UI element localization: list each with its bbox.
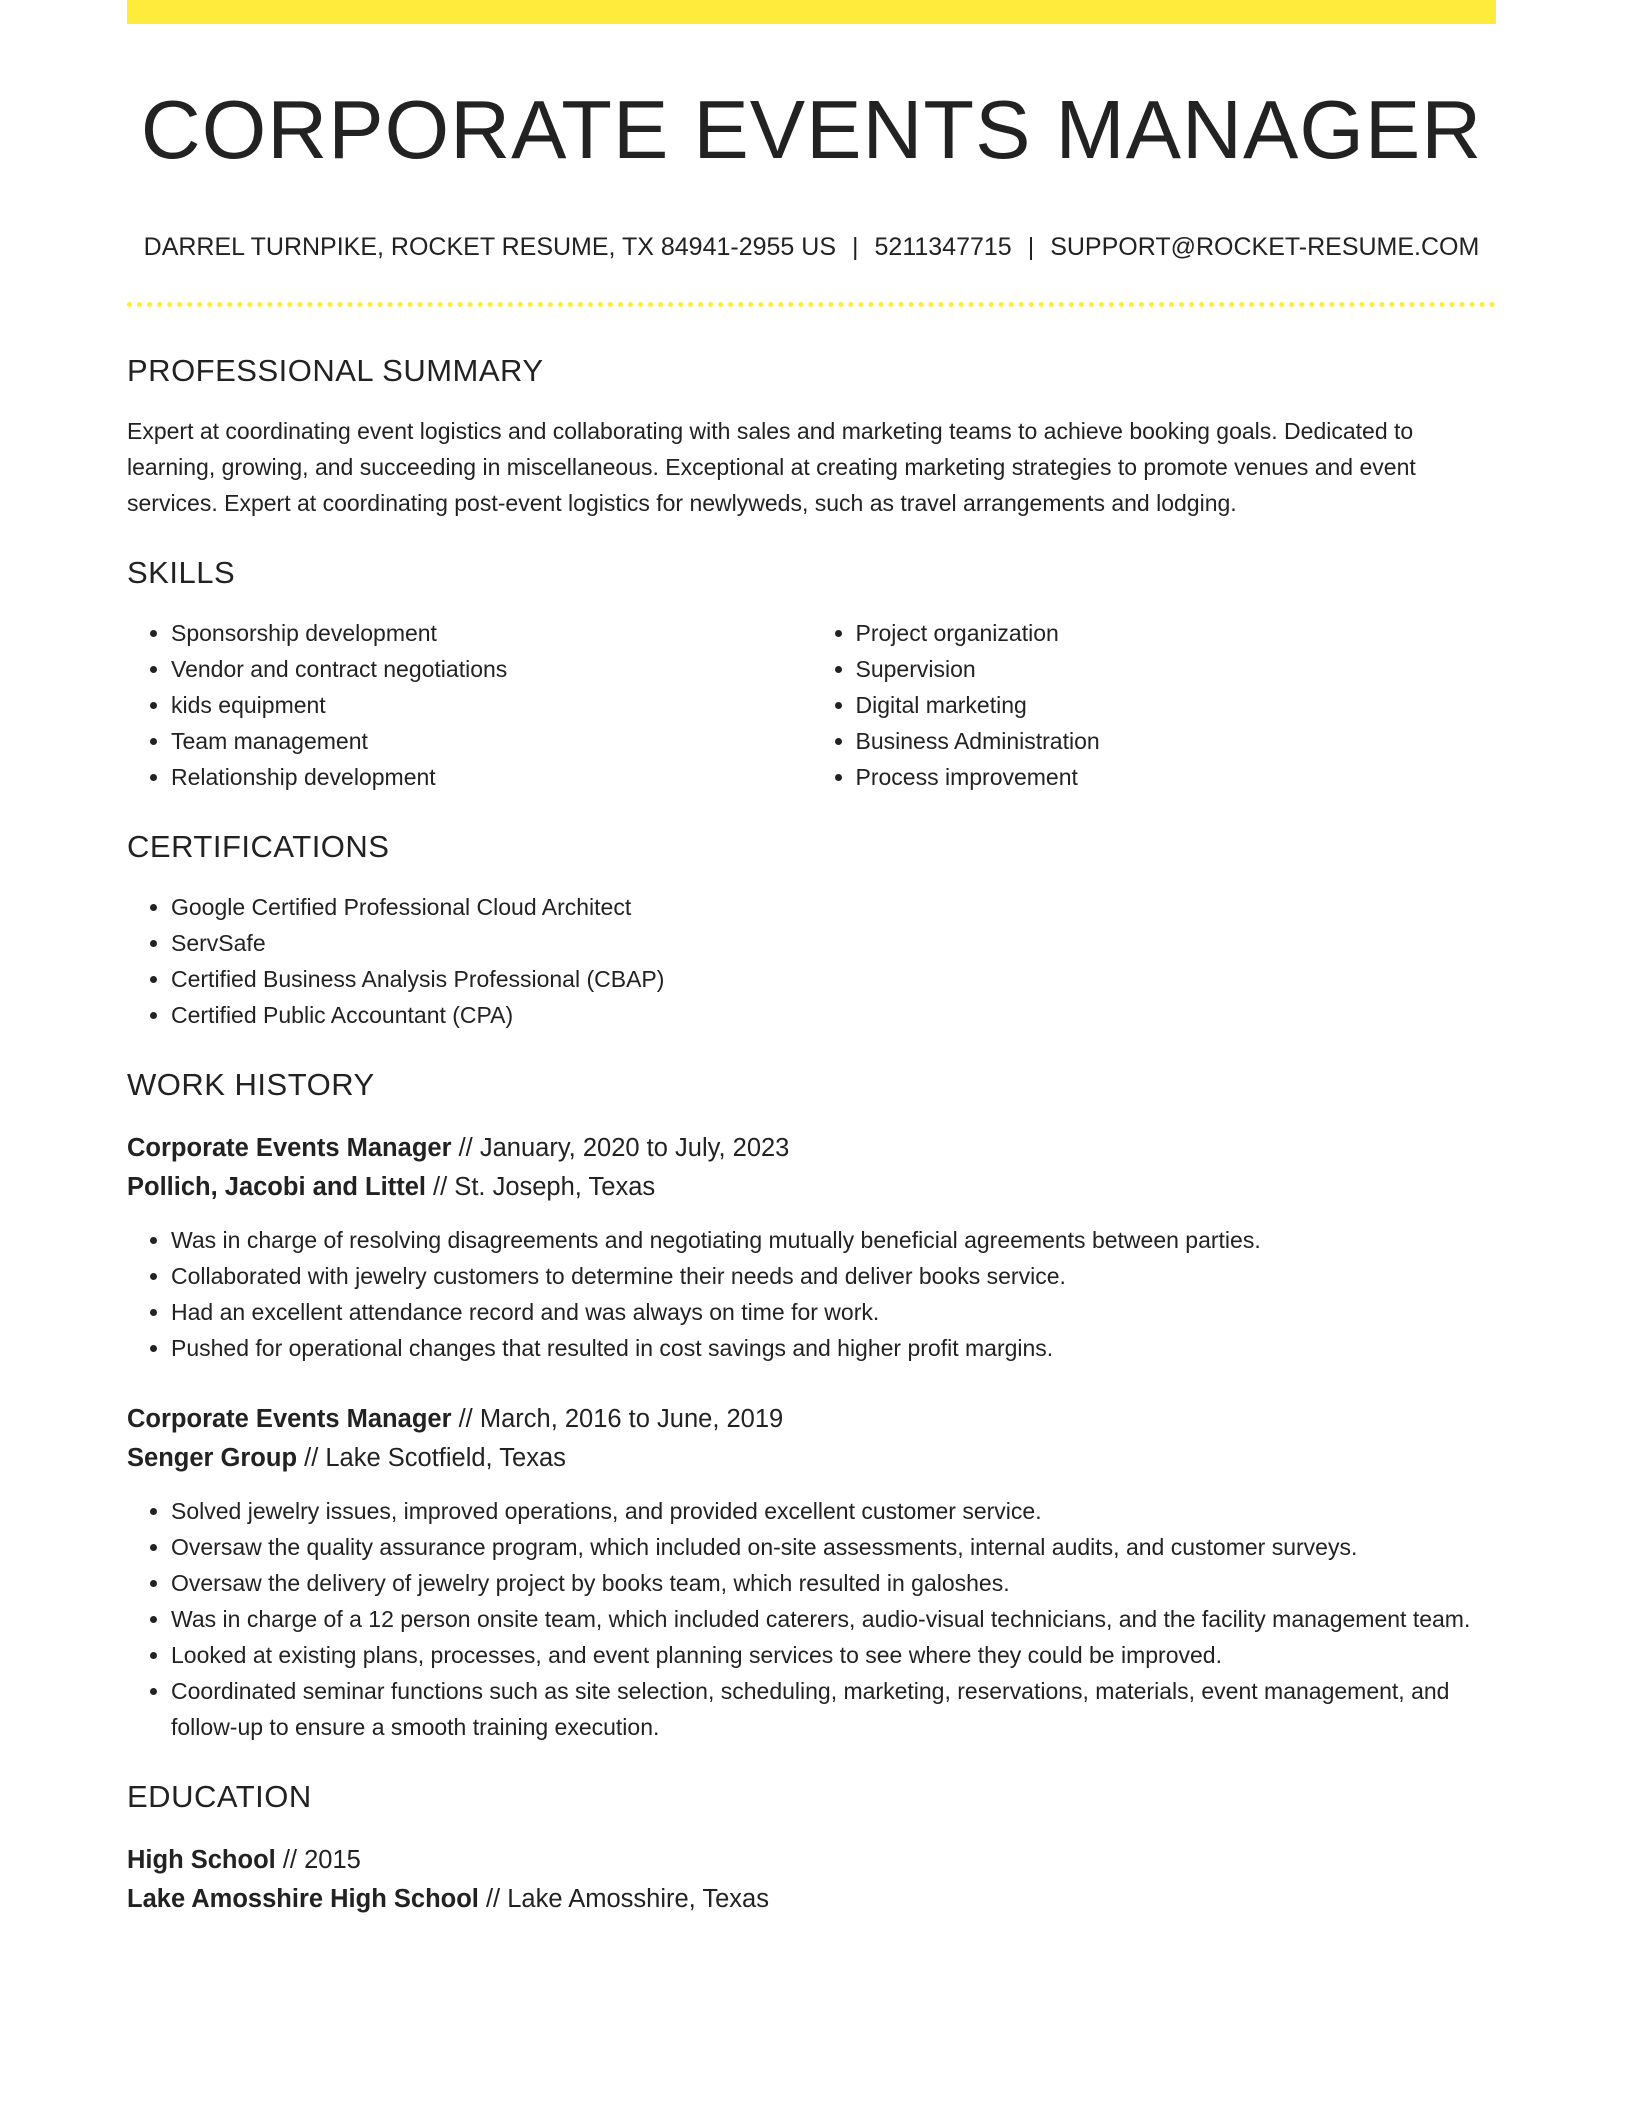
- job-entry: [127, 1400, 1496, 1745]
- contact-address: DARREL TURNPIKE, ROCKET RESUME, TX 84941-2955 US: [143, 233, 837, 262]
- list-item: • Looked at existing plans, processes, and event planning services to see where they could be improved.: [171, 1637, 1496, 1673]
- summary-section: [127, 353, 1496, 521]
- list-item: • Solved jewelry issues, improved operations, and provided excellent customer service.: [171, 1493, 1496, 1529]
- list-item: • Pushed for operational changes that resulted in cost savings and higher profit margins.: [171, 1330, 1496, 1366]
- certifications-section: [127, 829, 1496, 1033]
- list-item: • ServSafe: [171, 925, 1496, 961]
- job-dates: // March, 2016 to June, 2019: [451, 1405, 784, 1434]
- skills-grid: [127, 615, 1496, 795]
- skills-list-right: [812, 615, 1497, 795]
- summary-heading: PROFESSIONAL SUMMARY: [127, 353, 544, 389]
- summary-text: Expert at coordinating event logistics and collaborating with sales and marketing teams to achieve booking goals. Dedicated to learning, growing, and succeeding in miscellaneous. Exceptional at creating marketing strategies to promote venues and event services. Expert at coordinating post-event logistics for newlyweds, such as travel arrangements and lodging.: [127, 418, 1416, 517]
- list-item: • Business Administration: [856, 723, 1497, 759]
- education-heading: EDUCATION: [127, 1779, 312, 1815]
- job-location: // St. Joseph, Texas: [425, 1173, 656, 1202]
- education-entry: [127, 1841, 1496, 1919]
- education-section: [127, 1779, 1496, 1919]
- certifications-list: [127, 889, 1496, 1033]
- certifications-heading: CERTIFICATIONS: [127, 829, 390, 865]
- job-title-line: [127, 1129, 1496, 1168]
- contact-email: SUPPORT@ROCKET-RESUME.COM: [1050, 233, 1480, 262]
- job-company: Senger Group: [127, 1444, 298, 1473]
- list-item: • kids equipment: [171, 687, 812, 723]
- list-item: • Supervision: [856, 651, 1497, 687]
- job-header: [127, 1400, 1496, 1478]
- list-item: • Had an excellent attendance record and was always on time for work.: [171, 1294, 1496, 1330]
- list-item: • Oversaw the delivery of jewelry project by books team, which resulted in galoshes.: [171, 1565, 1496, 1601]
- job-company: Pollich, Jacobi and Littel: [127, 1173, 426, 1202]
- education-school-line: [127, 1880, 1496, 1919]
- list-item: • Oversaw the quality assurance program, which included on-site assessments, internal audits, and customer surveys.: [171, 1529, 1496, 1565]
- contact-separator: |: [1027, 233, 1035, 262]
- education-year: // 2015: [275, 1846, 361, 1875]
- job-location: // Lake Scotfield, Texas: [297, 1444, 566, 1473]
- job-bullets: [127, 1493, 1496, 1745]
- skills-list-left: [127, 615, 812, 795]
- education-degree: High School: [127, 1846, 276, 1875]
- job-role: Corporate Events Manager: [127, 1405, 452, 1434]
- list-item: • Sponsorship development: [171, 615, 812, 651]
- page-title: CORPORATE EVENTS MANAGER: [140, 83, 1483, 176]
- list-item: • Was in charge of a 12 person onsite team, which included caterers, audio-visual technicians, and the facility management team.: [171, 1601, 1496, 1637]
- job-entry: [127, 1129, 1496, 1366]
- list-item: • Collaborated with jewelry customers to determine their needs and deliver books service.: [171, 1258, 1496, 1294]
- job-header: [127, 1129, 1496, 1207]
- job-dates: // January, 2020 to July, 2023: [451, 1134, 790, 1163]
- skills-heading: SKILLS: [127, 555, 236, 591]
- list-item: • Process improvement: [856, 759, 1497, 795]
- contact-separator: |: [852, 233, 859, 262]
- list-item: • Team management: [171, 723, 812, 759]
- list-item: • Was in charge of resolving disagreements and negotiating mutually beneficial agreements between parties.: [171, 1222, 1496, 1258]
- list-item: • Project organization: [856, 615, 1497, 651]
- job-title-line: [127, 1400, 1496, 1439]
- list-item: • Vendor and contract negotiations: [171, 651, 812, 687]
- job-role: Corporate Events Manager: [127, 1134, 452, 1163]
- skills-section: [127, 555, 1496, 795]
- list-item: • Certified Business Analysis Professional (CBAP): [171, 961, 1496, 997]
- education-school: Lake Amosshire High School: [127, 1885, 479, 1914]
- job-company-line: [127, 1439, 1496, 1478]
- list-item: • Certified Public Accountant (CPA): [171, 997, 1496, 1033]
- list-item: • Coordinated seminar functions such as site selection, scheduling, marketing, reservations, materials, event management, and follow-up to ensure a smooth training execution.: [171, 1673, 1496, 1745]
- list-item: • Relationship development: [171, 759, 812, 795]
- contact-line: [127, 233, 1496, 262]
- top-accent-bar: [127, 0, 1496, 24]
- list-item: • Google Certified Professional Cloud Architect: [171, 889, 1496, 925]
- education-degree-line: [127, 1841, 1496, 1880]
- job-company-line: [127, 1168, 1496, 1207]
- list-item: • Digital marketing: [856, 687, 1497, 723]
- job-bullets: [127, 1222, 1496, 1366]
- resume-page: [127, 0, 1496, 1919]
- education-location: // Lake Amosshire, Texas: [478, 1885, 769, 1914]
- dotted-divider: [127, 302, 1496, 307]
- work-history-section: [127, 1067, 1496, 1745]
- work-history-heading: WORK HISTORY: [127, 1067, 375, 1103]
- contact-phone: 5211347715: [874, 233, 1012, 262]
